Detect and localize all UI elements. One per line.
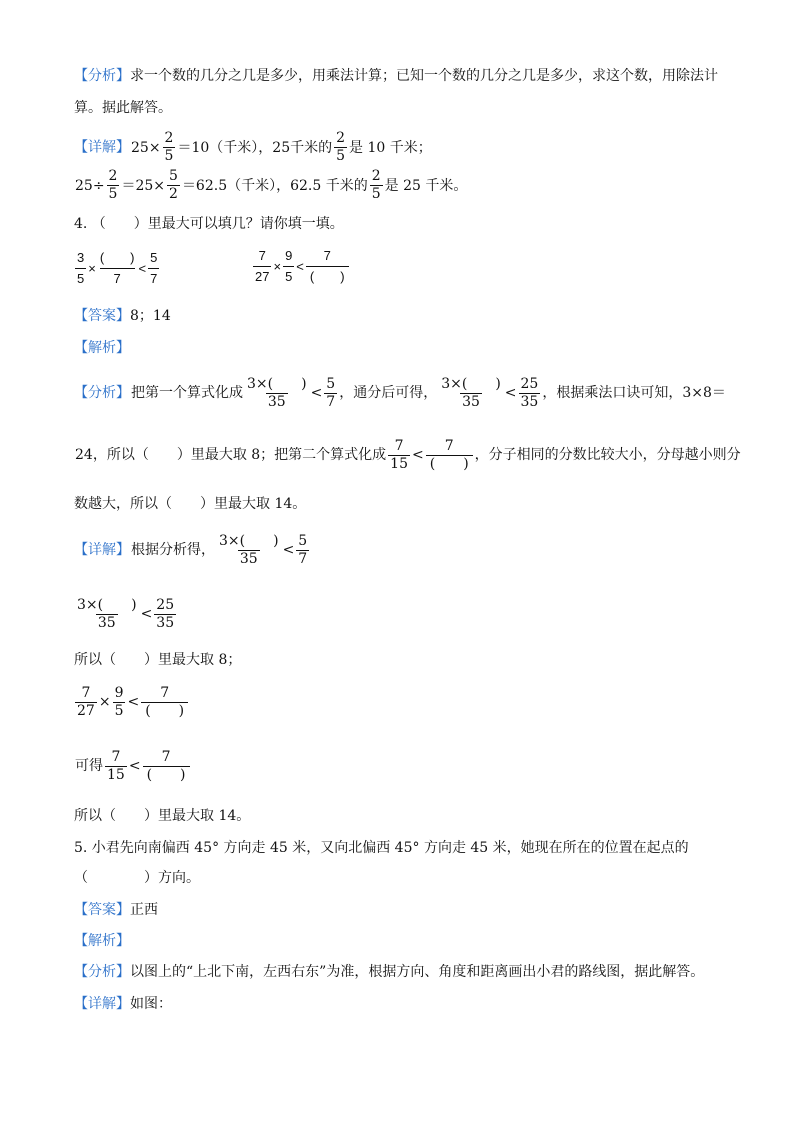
denominator: 2 <box>169 186 178 202</box>
analysis-tag: 【分析】 <box>74 68 130 84</box>
denominator-blank: ( ) <box>141 702 188 720</box>
numerator-blank: 3×( ) <box>77 596 137 613</box>
fraction <box>113 685 126 720</box>
fraction <box>334 130 347 165</box>
q4-detail-line3 <box>74 682 189 722</box>
q3-detail-line1 <box>74 130 433 165</box>
fraction <box>306 246 349 287</box>
fraction <box>388 438 410 473</box>
fraction <box>370 168 383 203</box>
less-than-sign: < <box>127 694 140 710</box>
analysis-tag: 【分析】 <box>74 964 130 980</box>
numerator: 2 <box>336 130 346 146</box>
denominator: 7 <box>148 268 159 289</box>
numerator-blank: 3×( ) <box>219 532 279 549</box>
denominator: 35 <box>239 550 258 567</box>
times-sign: × <box>98 694 111 710</box>
q5-answer-line <box>74 900 158 920</box>
denominator-blank: ( ) <box>426 455 473 473</box>
fraction <box>154 597 176 632</box>
expr-text: 24，所以（ ）里最大取 8；把第二个算式化成 <box>75 447 387 463</box>
expr-text: ＝62.5（千米），62.5 千米的 <box>181 177 368 194</box>
detail-text: 如图： <box>130 996 172 1012</box>
numerator: 9 <box>285 248 293 263</box>
expr-text: 是 10 千米； <box>349 139 432 156</box>
fraction <box>167 168 180 203</box>
q5-analysis-line <box>74 962 704 982</box>
numerator: 7 <box>258 248 266 263</box>
less-than-sign: < <box>504 385 517 401</box>
numerator: 7 <box>111 748 121 765</box>
expr-text: 把第一个算式化成 <box>131 385 243 401</box>
fraction <box>107 168 120 203</box>
denominator: 7 <box>298 550 308 567</box>
numerator: 7 <box>323 248 331 263</box>
fraction <box>105 749 127 784</box>
q3-detail-line2 <box>74 168 468 203</box>
denominator: 5 <box>114 702 124 719</box>
denominator: 7 <box>100 268 135 289</box>
expr-text: 是 25 千米。 <box>384 177 468 194</box>
q4-so-14: 所以（ ）里最大取 14。 <box>74 808 251 824</box>
expr-text: 25÷ <box>75 177 105 194</box>
numerator-blank: ( ) <box>99 250 135 265</box>
denominator: 5 <box>164 148 174 164</box>
fraction <box>98 248 137 289</box>
q4-equation-1 <box>74 248 160 289</box>
denominator: 5 <box>108 186 118 202</box>
times-sign: × <box>273 259 282 274</box>
answer-text: 8；14 <box>130 308 171 324</box>
q5-question-line1: 5. 小君先向南偏西 45° 方向走 45 米，又向北偏西 45° 方向走 45 米，她现在所在的位置在起点的 <box>74 840 689 856</box>
expr-text: 25× <box>131 139 161 156</box>
denominator: 35 <box>520 393 539 410</box>
less-than-sign: < <box>296 259 304 274</box>
numerator: 3 <box>77 250 85 265</box>
q4-detail-line2 <box>74 594 177 634</box>
less-than-sign: < <box>282 542 295 558</box>
q4-analysis-line3: 数越大，所以（ ）里最大取 14。 <box>74 496 307 512</box>
q5-jiexi-tag: 【解析】 <box>74 933 130 949</box>
expr-text: ，分子相同的分数比较大小，分母越小则分 <box>474 447 741 463</box>
q4-question: 4. （ ）里最大可以填几？请你填一填。 <box>74 216 344 232</box>
answer-tag: 【答案】 <box>74 902 130 918</box>
fraction <box>426 438 473 473</box>
denominator: 35 <box>462 393 480 410</box>
q4-so-8: 所以（ ）里最大取 8； <box>74 652 242 668</box>
expr-text: 可得 <box>75 758 103 774</box>
denominator: 15 <box>107 766 125 783</box>
fraction <box>143 749 190 784</box>
q4-jiexi-tag: 【解析】 <box>74 340 130 356</box>
less-than-sign: < <box>140 606 153 622</box>
denominator: 5 <box>75 268 86 289</box>
detail-tag: 【详解】 <box>74 542 130 558</box>
fraction <box>75 597 139 632</box>
analysis-text: 求一个数的几分之几是多少，用乘法计算；已知一个数的几分之几是多少，求这个数，用除法计 <box>130 68 718 84</box>
detail-tag: 【详解】 <box>74 996 130 1012</box>
fraction <box>519 376 541 411</box>
numerator-blank: 3×( ) <box>441 375 501 392</box>
denominator: 35 <box>97 614 116 631</box>
expr-text: ＝10（千米），25千米的 <box>177 139 333 156</box>
less-than-sign: < <box>138 261 147 276</box>
denominator: 15 <box>390 455 408 472</box>
numerator: 2 <box>108 168 118 184</box>
numerator-blank: 3×( ) <box>247 375 307 392</box>
expr-text: ，通分后可得， <box>339 385 438 401</box>
denominator: 27 <box>253 266 271 287</box>
denominator: 35 <box>156 614 175 631</box>
fraction <box>141 685 188 720</box>
numerator: 2 <box>164 130 174 146</box>
denominator-blank: ( ) <box>306 266 349 287</box>
q5-detail-line <box>74 994 172 1014</box>
denominator: 5 <box>336 148 346 164</box>
numerator: 25 <box>156 596 175 613</box>
fraction <box>148 248 159 289</box>
q3-analysis-line1 <box>74 66 718 86</box>
denominator: 27 <box>77 702 95 719</box>
numerator: 25 <box>520 375 539 392</box>
fraction <box>439 376 503 411</box>
numerator: 7 <box>444 437 454 454</box>
denominator: 5 <box>283 266 294 287</box>
fraction <box>283 246 294 287</box>
denominator-blank: ( ) <box>143 766 190 784</box>
numerator: 5 <box>169 168 178 184</box>
analysis-text: 以图上的“上北下南，左西右东”为准，根据方向、角度和距离画出小君的路线图，据此解答。 <box>130 964 705 980</box>
less-than-sign: < <box>310 385 323 401</box>
numerator: 7 <box>81 684 91 701</box>
less-than-sign: < <box>128 758 141 774</box>
fraction <box>75 248 86 289</box>
fraction <box>324 376 337 411</box>
numerator: 5 <box>150 250 158 265</box>
fraction <box>245 376 309 411</box>
q4-analysis-line1 <box>74 372 727 414</box>
numerator: 5 <box>298 532 308 549</box>
fraction <box>217 533 281 568</box>
answer-tag: 【答案】 <box>74 308 130 324</box>
fraction <box>253 246 271 287</box>
q5-question-line2: （ ）方向。 <box>74 870 200 886</box>
fraction <box>296 533 309 568</box>
q4-detail-line4 <box>74 746 191 786</box>
q4-detail-line1 <box>74 530 310 570</box>
answer-text: 正西 <box>130 902 158 918</box>
numerator: 2 <box>371 168 381 184</box>
analysis-tag: 【分析】 <box>74 385 130 401</box>
denominator: 5 <box>371 186 381 202</box>
numerator: 7 <box>161 748 171 765</box>
q4-analysis-line2 <box>74 434 742 476</box>
q4-answer-line <box>74 306 171 326</box>
numerator: 9 <box>114 684 124 701</box>
fraction <box>163 130 176 165</box>
q3-analysis-line2: 算。据此解答。 <box>74 100 172 116</box>
numerator: 7 <box>394 437 404 454</box>
denominator: 7 <box>326 393 336 410</box>
times-sign: × <box>88 261 96 276</box>
expr-text: ＝25× <box>121 177 166 194</box>
numerator: 5 <box>326 375 336 392</box>
fraction <box>75 685 97 720</box>
expr-text: ，根据乘法口诀可知，3×8＝ <box>542 385 726 401</box>
expr-text: 根据分析得， <box>131 542 215 558</box>
detail-tag: 【详解】 <box>74 139 130 156</box>
q4-equation-2 <box>252 246 350 287</box>
denominator: 35 <box>267 393 286 410</box>
less-than-sign: < <box>412 447 424 463</box>
numerator: 7 <box>160 684 170 701</box>
